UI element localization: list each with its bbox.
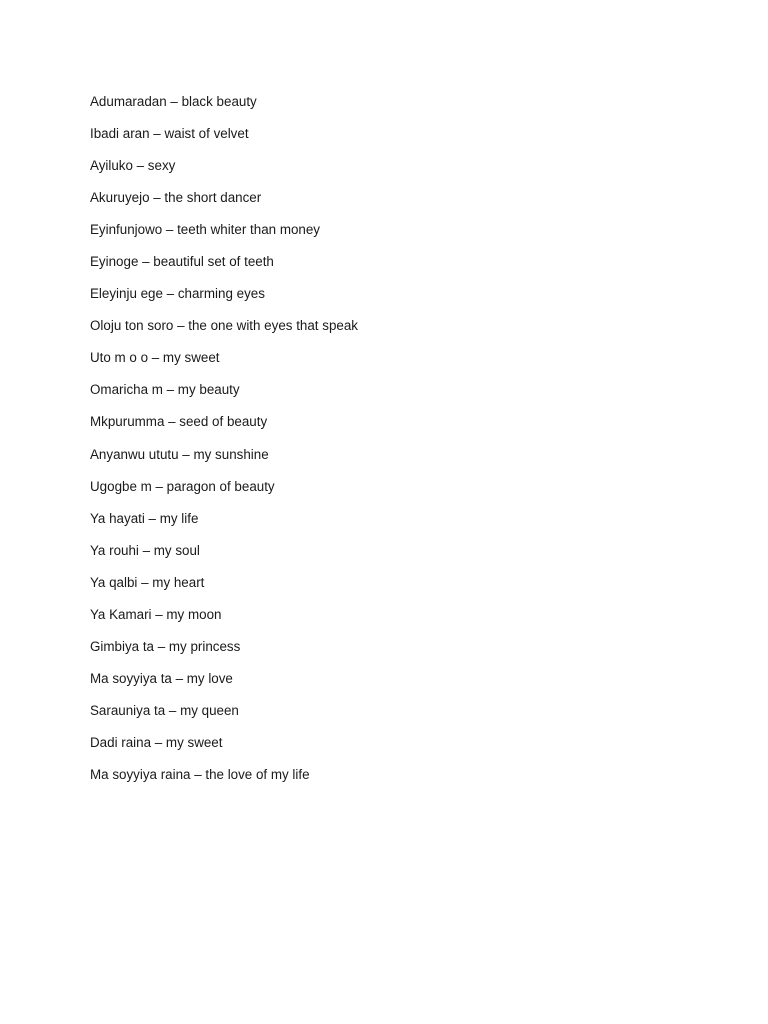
list-item: Dadi raina – my sweet: [90, 734, 223, 750]
list-item: Uto m o o – my sweet: [90, 350, 220, 366]
list-item: Ugogbe m – paragon of beauty: [90, 478, 275, 494]
list-item: Oloju ton soro – the one with eyes that speak: [90, 318, 358, 334]
term-list: [90, 93, 358, 798]
list-item: Eyinoge – beautiful set of teeth: [90, 254, 274, 270]
list-item: Eyinfunjowo – teeth whiter than money: [90, 222, 321, 238]
list-item: Adumaradan – black beauty: [90, 94, 257, 109]
list-item: Ya qalbi – my heart: [90, 574, 205, 590]
list-item: Omaricha m – my beauty: [90, 382, 240, 398]
list-item: Akuruyejo – the short dancer: [90, 190, 262, 206]
list-item: Anyanwu ututu – my sunshine: [90, 446, 269, 462]
list-item: Ibadi aran – waist of velvet: [90, 126, 249, 142]
list-item: Gimbiya ta – my princess: [90, 638, 241, 654]
list-item: Ya hayati – my life: [90, 510, 199, 526]
list-item: Sarauniya ta – my queen: [90, 702, 239, 718]
list-item: Ya rouhi – my soul: [90, 542, 200, 558]
list-item: Eleyinju ege – charming eyes: [90, 286, 265, 302]
list-item: Mkpurumma – seed of beauty: [90, 414, 268, 430]
list-item: Ayiluko – sexy: [90, 158, 176, 174]
list-item: Ma soyyiya raina – the love of my life: [90, 766, 310, 782]
list-item: Ma soyyiya ta – my love: [90, 670, 233, 686]
list-item: Ya Kamari – my moon: [90, 606, 222, 622]
